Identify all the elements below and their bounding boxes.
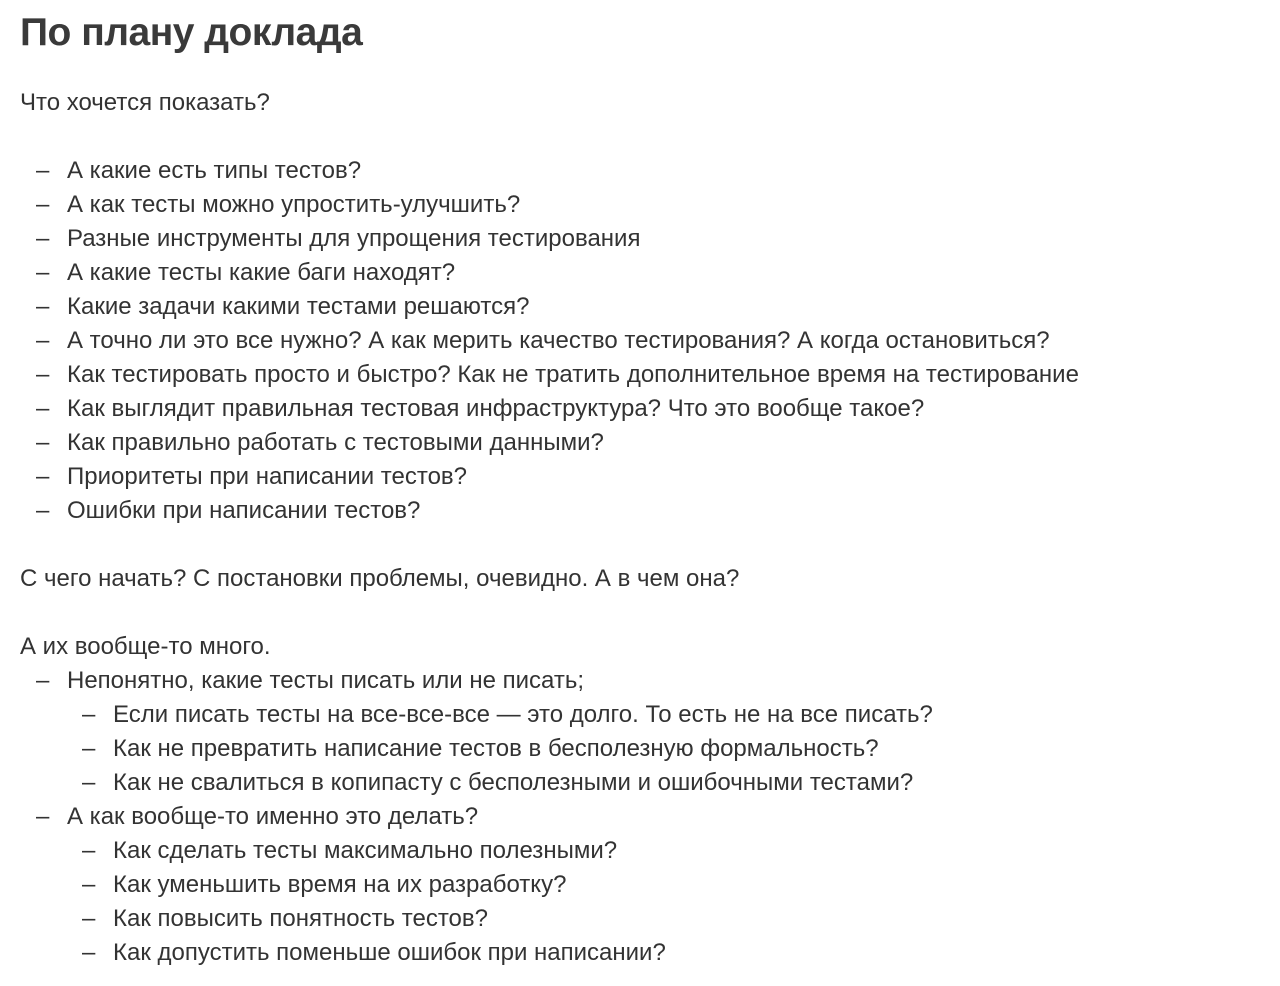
list-item-text: А какие есть типы тестов?: [67, 157, 362, 184]
sub-list-item-text: Как сделать тесты максимально полезными?: [113, 837, 618, 864]
plan-list: [20, 154, 1270, 528]
list-item: [20, 664, 1270, 698]
sub-list-item: [20, 868, 1270, 902]
list-item: [20, 154, 1270, 188]
sub-list-item-text: Как не превратить написание тестов в бесполезную формальность?: [113, 735, 879, 762]
page-title: По плану доклада: [20, 11, 363, 54]
dash-bullet: –: [36, 327, 50, 354]
intro-paragraph: Что хочется показать?: [20, 89, 270, 116]
sub-list-item: [20, 732, 1270, 766]
dash-bullet: –: [82, 701, 96, 728]
sub-list-item-text: Если писать тесты на все-все-все — это долго. То есть не на все писать?: [113, 701, 933, 728]
list-item-text: Как тестировать просто и быстро? Как не тратить дополнительное время на тестирование: [67, 361, 1079, 388]
dash-bullet: –: [82, 905, 96, 932]
list-item-text: А как тесты можно упростить-улучшить?: [67, 191, 521, 218]
dash-bullet: –: [36, 225, 50, 252]
sub-list-item-text: Как уменьшить время на их разработку?: [113, 871, 567, 898]
sub-list-item: [20, 902, 1270, 936]
dash-bullet: –: [36, 667, 50, 694]
dash-bullet: –: [82, 735, 96, 762]
list-item-text: Непонятно, какие тесты писать или не писать;: [67, 667, 585, 694]
problems-intro-paragraph: А их вообще-то много.: [20, 633, 271, 660]
spacer: [20, 596, 1270, 630]
dash-bullet: –: [82, 837, 96, 864]
dash-bullet: –: [36, 429, 50, 456]
dash-bullet: –: [36, 803, 50, 830]
dash-bullet: –: [36, 293, 50, 320]
list-item: [20, 222, 1270, 256]
list-item-text: Разные инструменты для упрощения тестирования: [67, 225, 641, 252]
list-item-text: А как вообще-то именно это делать?: [67, 803, 479, 830]
spacer: [20, 528, 1270, 562]
dash-bullet: –: [36, 497, 50, 524]
dash-bullet: –: [36, 463, 50, 490]
list-item-text: Приоритеты при написании тестов?: [67, 463, 468, 490]
start-question-paragraph: С чего начать? С постановки проблемы, очевидно. А в чем она?: [20, 565, 740, 592]
list-item: [20, 324, 1270, 358]
sub-list-item-text: Как допустить поменьше ошибок при написании?: [113, 939, 666, 966]
list-item-text: Ошибки при написании тестов?: [67, 497, 421, 524]
list-item-text: Как выглядит правильная тестовая инфраструктура? Что это вообще такое?: [67, 395, 925, 422]
dash-bullet: –: [82, 871, 96, 898]
problems-sublist: [20, 834, 1270, 970]
list-item: [20, 290, 1270, 324]
dash-bullet: –: [82, 939, 96, 966]
dash-bullet: –: [36, 361, 50, 388]
list-item: [20, 494, 1270, 528]
sub-list-item: [20, 766, 1270, 800]
dash-bullet: –: [36, 191, 50, 218]
list-item: [20, 426, 1270, 460]
list-item-text: А точно ли это все нужно? А как мерить качество тестирования? А когда остановиться?: [67, 327, 1050, 354]
sub-list-item: [20, 936, 1270, 970]
list-item: [20, 358, 1270, 392]
sub-list-item: [20, 834, 1270, 868]
dash-bullet: –: [36, 259, 50, 286]
sub-list-item-text: Как не свалиться в копипасту с бесполезными и ошибочными тестами?: [113, 769, 914, 796]
spacer: [20, 120, 1270, 154]
problems-list: [20, 800, 1270, 834]
problems-list: [20, 664, 1270, 698]
list-item-text: Как правильно работать с тестовыми данными?: [67, 429, 604, 456]
list-item-text: Какие задачи какими тестами решаются?: [67, 293, 530, 320]
list-item: [20, 188, 1270, 222]
dash-bullet: –: [82, 769, 96, 796]
list-item: [20, 392, 1270, 426]
sub-list-item: [20, 698, 1270, 732]
problems-sublist: [20, 698, 1270, 800]
list-item: [20, 256, 1270, 290]
dash-bullet: –: [36, 157, 50, 184]
list-item: [20, 460, 1270, 494]
sub-list-item-text: Как повысить понятность тестов?: [113, 905, 488, 932]
list-item: [20, 800, 1270, 834]
document-page: [20, 0, 1270, 970]
list-item-text: А какие тесты какие баги находят?: [67, 259, 456, 286]
dash-bullet: –: [36, 395, 50, 422]
